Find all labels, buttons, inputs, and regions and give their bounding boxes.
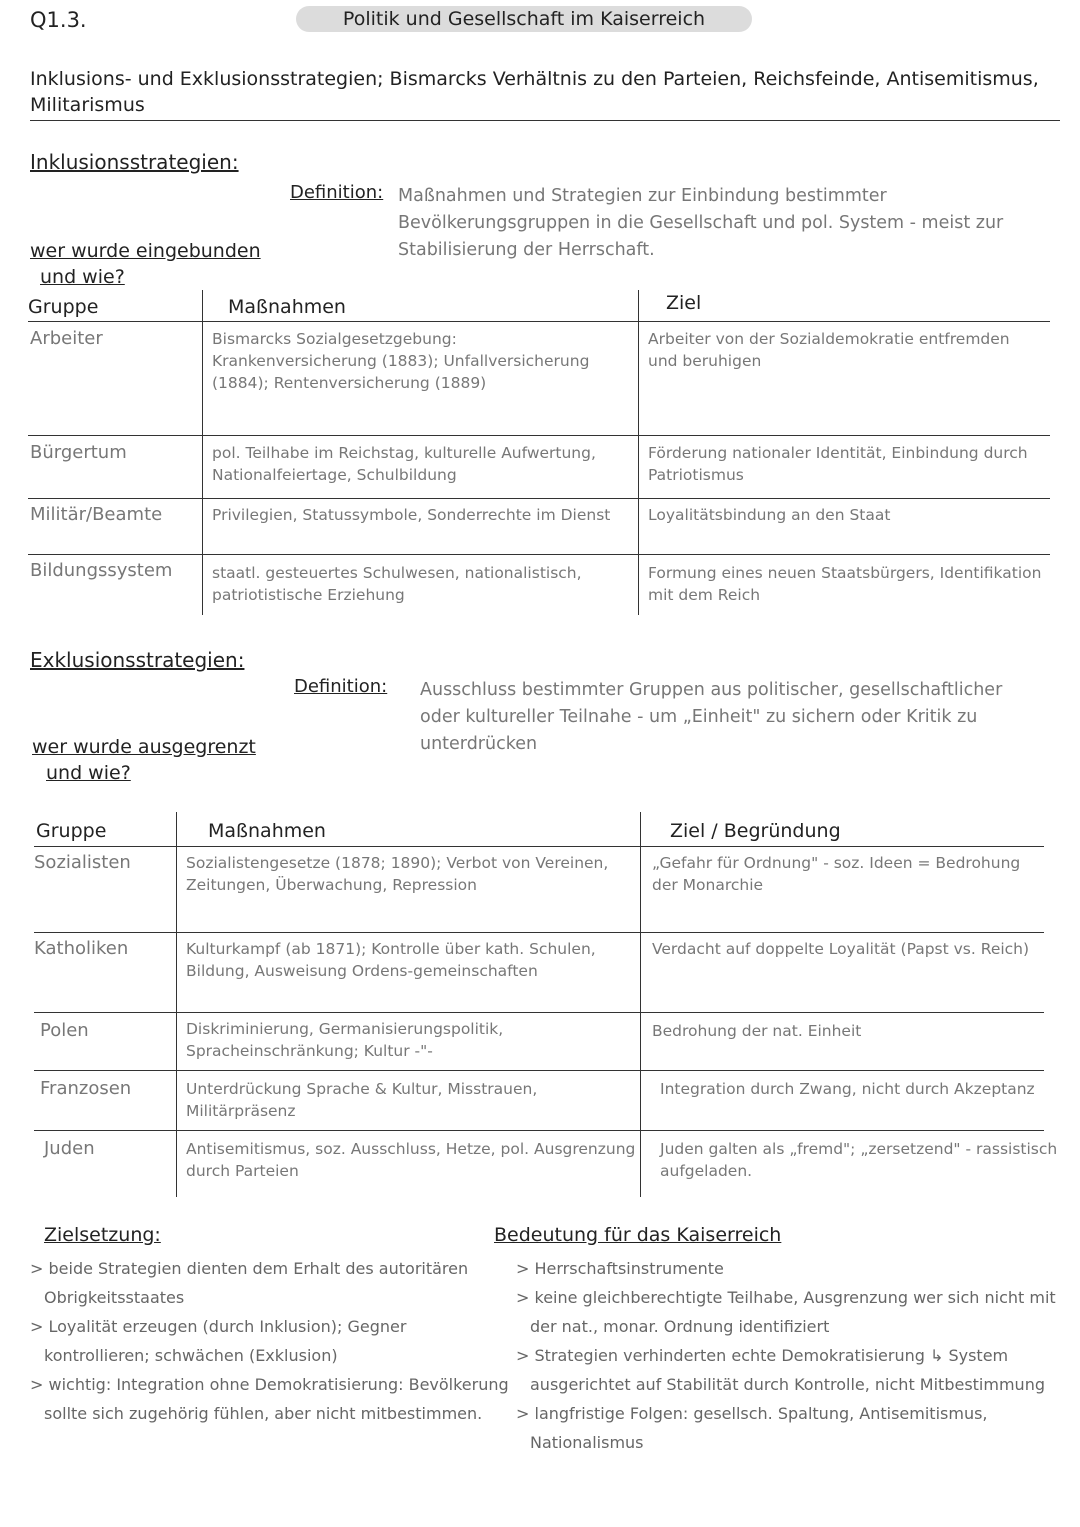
exclusion-row-rule <box>34 932 1044 933</box>
inclusion-definition-text: Maßnahmen und Strategien zur Einbindung bestimmter Bevölkerungsgruppen in die Gesellschaft und pol. System - meist zur Stabilisierung der Herrschaft. <box>398 186 1004 260</box>
exclusion-row-goal: Verdacht auf doppelte Loyalität (Papst vs. Reich) <box>652 940 1030 958</box>
inclusion-header-rule <box>28 321 1050 322</box>
inclusion-row-goal: Förderung nationaler Identität, Einbindung durch Patriotismus <box>648 444 1028 484</box>
exclusion-col-divider-1 <box>176 812 177 1197</box>
exclusion-row-goal: Bedrohung der nat. Einheit <box>652 1022 862 1040</box>
significance-heading: Bedeutung für das Kaiserreich <box>494 1224 782 1246</box>
inclusion-row-group: Bildungssystem <box>30 560 173 581</box>
lesson-code: Q1.3. <box>30 8 87 32</box>
exclusion-col-divider-2 <box>640 812 641 1197</box>
exclusion-row-group: Polen <box>40 1020 89 1041</box>
exclusion-row-goal: Integration durch Zwang, nicht durch Akzeptanz <box>660 1080 1035 1098</box>
inclusion-row-measures: pol. Teilhabe im Reichstag, kulturelle Aufwertung, Nationalfeiertage, Schulbildung <box>212 444 596 484</box>
inclusion-col-divider-2 <box>638 290 639 615</box>
inclusion-row-rule <box>28 498 1050 499</box>
significance-item: > Herrschaftsinstrumente <box>516 1259 724 1278</box>
inclusion-row-group: Militär/Beamte <box>30 504 163 525</box>
significance-item: > keine gleichberechtigte Teilhabe, Ausgrenzung wer sich nicht mit der nat., monar. Ordnung identifiziert <box>516 1288 1056 1336</box>
exclusion-header-rule <box>34 846 1044 847</box>
inclusion-question <box>30 238 261 290</box>
inclusion-row-rule <box>28 435 1050 436</box>
inclusion-col-group: Gruppe <box>28 296 99 318</box>
inclusion-heading: Inklusionsstrategien: <box>30 150 239 174</box>
inclusion-row-goal: Loyalitätsbindung an den Staat <box>648 506 891 524</box>
inclusion-row-measures: staatl. gesteuertes Schulwesen, nationalistisch, patriotistische Erziehung <box>212 564 582 604</box>
exclusion-row-measures: Antisemitismus, soz. Ausschluss, Hetze, pol. Ausgrenzung durch Parteien <box>186 1140 636 1180</box>
inclusion-row-group: Bürgertum <box>30 442 127 463</box>
inclusion-question-line2: und wie? <box>40 266 125 288</box>
inclusion-row-rule <box>28 554 1050 555</box>
exclusion-question <box>32 734 256 786</box>
exclusion-definition-text: Ausschluss bestimmter Gruppen aus politischer, gesellschaftlicher oder kultureller Teilnahe - um „Einheit" zu sichern oder Kritik zu unterdrücken <box>420 680 1003 754</box>
exclusion-definition-label: Definition: <box>294 676 388 697</box>
inclusion-col-measures: Maßnahmen <box>228 296 346 318</box>
exclusion-row-measures: Kulturkampf (ab 1871); Kontrolle über kath. Schulen, Bildung, Ausweisung Ordens-gemeinschaften <box>186 940 596 980</box>
goals-item: > beide Strategien dienten dem Erhalt des autoritären Obrigkeitsstaates <box>30 1259 469 1307</box>
exclusion-row-rule <box>34 1070 1044 1071</box>
goals-list <box>30 1254 510 1428</box>
inclusion-row-group: Arbeiter <box>30 328 103 349</box>
inclusion-definition-label: Definition: <box>290 182 384 203</box>
exclusion-row-group: Sozialisten <box>34 852 131 873</box>
topic-line: Inklusions- und Exklusionsstrategien; Bismarcks Verhältnis zu den Parteien, Reichsfeinde, Antisemitismus, Militarismus <box>30 68 1039 116</box>
goals-item: > wichtig: Integration ohne Demokratisierung: Bevölkerung sollte sich zugehörig fühlen, aber nicht mitbestimmen. <box>30 1375 509 1423</box>
exclusion-row-group: Katholiken <box>34 938 129 959</box>
inclusion-row-goal: Arbeiter von der Sozialdemokratie entfremden und beruhigen <box>648 330 1010 370</box>
exclusion-col-group: Gruppe <box>36 820 107 842</box>
exclusion-row-goal: „Gefahr für Ordnung" - soz. Ideen = Bedrohung der Monarchie <box>652 854 1021 894</box>
goals-item: > Loyalität erzeugen (durch Inklusion); Gegner kontrollieren; schwächen (Exklusion) <box>30 1317 407 1365</box>
exclusion-row-measures: Diskriminierung, Germanisierungspolitik, Spracheinschränkung; Kultur -"- <box>186 1020 504 1060</box>
inclusion-col-divider-1 <box>202 290 203 615</box>
inclusion-row-measures: Privilegien, Statussymbole, Sonderrechte im Dienst <box>212 506 611 524</box>
page-title: Politik und Gesellschaft im Kaiserreich <box>342 8 706 30</box>
inclusion-row-goal: Formung eines neuen Staatsbürgers, Identifikation mit dem Reich <box>648 564 1042 604</box>
inclusion-table <box>28 290 1053 620</box>
significance-item: > langfristige Folgen: gesellsch. Spaltung, Antisemitismus, Nationalismus <box>516 1404 988 1452</box>
significance-item: > Strategien verhinderten echte Demokratisierung ↳ System ausgerichtet auf Stabilität durch Kontrolle, nicht Mitbestimmung <box>516 1346 1045 1394</box>
exclusion-row-measures: Sozialistengesetze (1878; 1890); Verbot von Vereinen, Zeitungen, Überwachung, Repression <box>186 854 609 894</box>
inclusion-col-goal: Ziel <box>666 292 702 314</box>
exclusion-col-measures: Maßnahmen <box>208 820 326 842</box>
exclusion-heading: Exklusionsstrategien: <box>30 648 245 672</box>
exclusion-col-goal: Ziel / Begründung <box>670 820 841 842</box>
exclusion-question-line2: und wie? <box>46 762 131 784</box>
exclusion-question-line1: wer wurde ausgegrenzt <box>32 736 256 758</box>
significance-list <box>516 1254 1066 1457</box>
exclusion-table <box>30 812 1070 1202</box>
exclusion-row-rule <box>34 1130 1044 1131</box>
inclusion-question-line1: wer wurde eingebunden <box>30 240 261 262</box>
exclusion-row-group: Franzosen <box>40 1078 132 1099</box>
inclusion-row-measures: Bismarcks Sozialgesetzgebung: Krankenversicherung (1883); Unfallversicherung (1884); Rentenversicherung (1889) <box>212 330 590 392</box>
goals-heading: Zielsetzung: <box>44 1224 161 1246</box>
topic-divider <box>30 120 1060 121</box>
exclusion-row-rule <box>34 1012 1044 1013</box>
exclusion-row-group: Juden <box>44 1138 95 1159</box>
exclusion-row-measures: Unterdrückung Sprache & Kultur, Misstrauen, Militärpräsenz <box>186 1080 538 1120</box>
exclusion-row-goal: Juden galten als „fremd"; „zersetzend" - rassistisch aufgeladen. <box>660 1140 1058 1180</box>
